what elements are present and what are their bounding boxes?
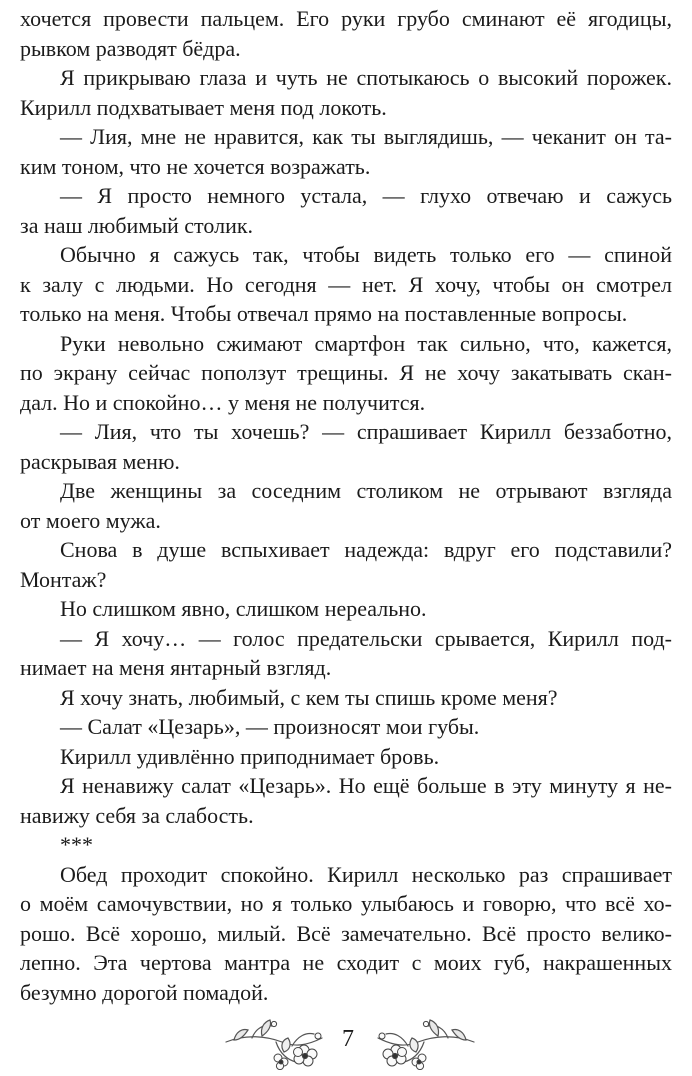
text-line: рошо. Всё хорошо, милый. Всё замечательно. Всё просто велико-	[20, 920, 672, 946]
page-number: 7	[342, 1026, 354, 1052]
text-line: Руки невольно сжимают смартфон так сильно, что, кажется,	[60, 330, 672, 356]
text-line: Но слишком явно, слишком нереально.	[60, 596, 427, 621]
text-line: за наш любимый столик.	[20, 212, 254, 238]
text-line: Две женщины за соседним столиком не отрывают взгляда	[60, 478, 672, 503]
text-line: — Я хочу… — голос предательски срывается, Кирилл под-	[60, 625, 672, 651]
flower-branch-icon	[372, 1012, 478, 1070]
text-line: по экрану сейчас поползут трещины. Я не хочу закатывать скан-	[20, 360, 672, 385]
text-line: Кирилл подхватывает меня под локоть.	[20, 94, 387, 120]
text-line: только на меня. Чтобы отвечал прямо на поставленные вопросы.	[20, 301, 628, 326]
text-line: Я хочу знать, любимый, с кем ты спишь кроме меня?	[60, 684, 558, 710]
book-page-text	[20, 4, 672, 1007]
text-line: — Лия, что ты хочешь? — спрашивает Кирилл беззаботно,	[60, 419, 672, 444]
flower-branch-icon	[222, 1012, 328, 1070]
text-line: к залу с людьми. Но сегодня — нет. Я хочу, чтобы он смотрел	[20, 271, 672, 297]
text-line: безумно дорогой помадой.	[20, 979, 269, 1005]
text-line: Снова в душе вспыхивает надежда: вдруг его подставили?	[60, 537, 672, 562]
text-line: лепно. Эта чертова мантра не сходит с моих губ, накрашенных	[20, 950, 672, 975]
text-line: Обычно я сажусь так, чтобы видеть только его — спиной	[60, 242, 672, 267]
text-line: навижу себя за слабость.	[20, 802, 254, 828]
text-line: — Салат «Цезарь», — произносят мои губы.	[60, 714, 480, 739]
text-line: рывком разводят бёдра.	[20, 35, 241, 61]
text-line: хочется провести пальцем. Его руки грубо сминают её ягодицы,	[20, 6, 672, 31]
text-line: Кирилл удивлённо приподнимает бровь.	[60, 743, 440, 769]
text-line: раскрывая меню.	[20, 448, 180, 474]
text-line: Я прикрываю глаза и чуть не спотыкаюсь о высокий порожек.	[60, 65, 672, 90]
text-line: о моём самочувствии, но я только улыбаюсь и говорю, что всё хо-	[20, 891, 672, 916]
text-line: нимает на меня янтарный взгляд.	[20, 655, 332, 680]
text-line: Монтаж?	[20, 566, 107, 592]
text-line: ким тоном, что не хочется возражать.	[20, 153, 371, 179]
text-line: Я ненавижу салат «Цезарь». Но ещё больше в эту минуту я не-	[60, 773, 672, 798]
page-footer	[0, 1010, 692, 1072]
scene-break: ***	[60, 832, 93, 857]
text-line: — Лия, мне не нравится, как ты выглядишь, — чеканит он та-	[60, 124, 672, 149]
text-line: от моего мужа.	[20, 507, 161, 533]
text-line: дал. Но и спокойно… у меня не получится.	[20, 389, 426, 415]
text-line: Обед проходит спокойно. Кирилл несколько раз спрашивает	[60, 861, 672, 887]
text-line: — Я просто немного устала, — глухо отвечаю и сажусь	[60, 183, 672, 208]
